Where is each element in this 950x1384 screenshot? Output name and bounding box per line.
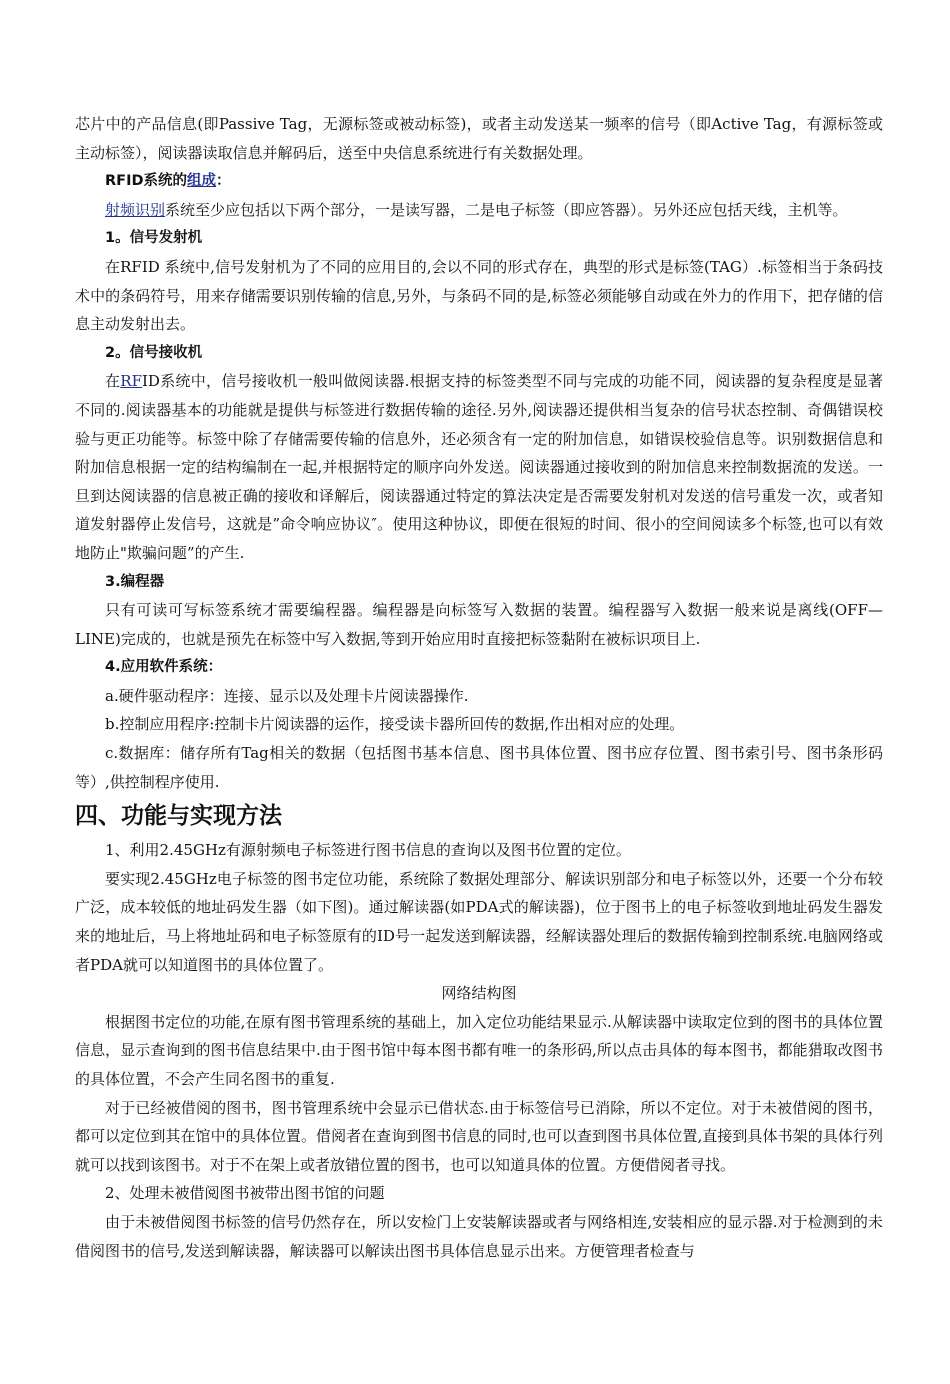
software-heading: 4.应用软件系统：	[105, 659, 223, 676]
software-item-c: c.数据库：储存所有Tag相关的数据（包括图书基本信息、图书具体位置、图书应存位置、图书索引号、图书条形码等）,供控制程序使用.	[75, 744, 883, 791]
programmer-heading: 3.编程器	[105, 573, 165, 590]
software-item-b: b.控制应用程序:控制卡片阅读器的运作，接受读卡器所回传的数据,作出相对应的处理。	[105, 715, 685, 734]
section-heading-functions: 四、功能与实现方法	[75, 803, 282, 830]
composition-heading-prefix: RFID系统的	[105, 173, 188, 190]
software-item-a: a.硬件驱动程序：连接、显示以及处理卡片阅读器操作.	[105, 686, 469, 705]
transmitter-heading: 1。信号发射机	[105, 230, 203, 247]
composition-link[interactable]: 组成	[187, 173, 217, 190]
function-1-paragraph-3: 对于已经被借阅的图书，图书管理系统中会显示已借状态.由于标签信号已消除，所以不定位。对于未被借阅的图书，都可以定位到其在馆中的具体位置。借阅者在查询到图书信息的同时,也可以查到图书具体位置,直接到具体书架的具体行列就可以找到该图书。对于不在架上或者放错位置的图书，也可以知道具体的位置。方便借阅者寻找。	[75, 1098, 883, 1174]
document-page	[75, 110, 883, 1265]
rfid-paragraph	[75, 196, 883, 225]
transmitter-paragraph: 在RFID 系统中,信号发射机为了不同的应用目的,会以不同的形式存在，典型的形式是标签(TAG）.标签相当于条码技术中的条码符号，用来存储需要识别传输的信息,另外，与条码不同的是,标签必须能够自动或在外力的作用下，把存储的信息主动发射出去。	[75, 257, 883, 334]
receiver-paragraph-pre: 在	[105, 372, 121, 391]
function-1-paragraph: 要实现2.45GHz电子标签的图书定位功能，系统除了数据处理部分、解读识别部分和电子标签以外，还要一个分布较广泛，成本较低的地址码发生器（如下图)。通过解读器(如PDA式的解读器)，位于图书上的电子标签收到地址码发生器发来的地址后，马上将地址码和电子标签原有的ID号一起发送到解读器，经解读器处理后的数据传输到控制系统.电脑网络或者PDA就可以知道图书的具体位置了。	[75, 869, 883, 974]
intro-paragraph: 芯片中的产品信息(即Passive Tag，无源标签或被动标签)，或者主动发送某一频率的信号（即Active Tag，有源标签或主动标签），阅读器读取信息并解码后，送至中央信息系统进行有关数据处理。	[75, 115, 883, 162]
function-1-title: 1、利用2.45GHz有源射频电子标签进行图书信息的查询以及图书位置的定位。	[105, 841, 631, 860]
function-2-title: 2、处理未被借阅图书被带出图书馆的问题	[105, 1184, 385, 1203]
receiver-paragraph	[75, 367, 883, 567]
composition-heading-suffix: ：	[216, 173, 231, 190]
rf-identification-link[interactable]: 射频识别	[105, 200, 166, 219]
composition-heading	[75, 167, 883, 196]
receiver-heading: 2。信号接收机	[105, 344, 203, 361]
function-2-paragraph: 由于未被借阅图书标签的信号仍然存在，所以安检门上安装解读器或者与网络相连,安装相应的显示器.对于检测到的未借阅图书的信号,发送到解读器，解读器可以解读出图书具体信息显示出来。方便管理者检查与	[75, 1212, 883, 1260]
rfid-paragraph-text: 系统至少应包括以下两个部分，一是读写器，二是电子标签（即应答器）。另外还应包括天线，主机等。	[165, 200, 848, 219]
programmer-paragraph: 只有可读可写标签系统才需要编程器。编程器是向标签写入数据的装置。编程器写入数据一般来说是离线(OFF—LINE)完成的，也就是预先在标签中写入数据,等到开始应用时直接把标签黏附在被标识项目上.	[75, 601, 883, 648]
receiver-paragraph-text: ID系统中，信号接收机一般叫做阅读器.根据支持的标签类型不同与完成的功能不同，阅读器的复杂程度是显著不同的.阅读器基本的功能就是提供与标签进行数据传输的途径.另外,阅读器还提供相当复杂的信号状态控制、奇偶错误校验与更正功能等。标签中除了存储需要传输的信息外，还必须含有一定的附加信息，如错误校验信息等。识别数据信息和附加信息根据一定的结构编制在一起,并根据特定的顺序向外发送。阅读器通过接收到的附加信息来控制数据流的发送。一旦到达阅读器的信息被正确的接收和译解后，阅读器通过特定的算法决定是否需要发射机对发送的信号重发一次，或者知道发射器停止发信号，这就是”命令响应协议″。使用这种协议，即便在很短的时间、很小的空间阅读多个标签,也可以有效地防止"欺骗问题”的产生.	[75, 372, 883, 562]
figure-caption: 网络结构图	[441, 984, 517, 1003]
rf-link[interactable]: RF	[120, 372, 142, 391]
function-1-paragraph-2: 根据图书定位的功能,在原有图书管理系统的基础上，加入定位功能结果显示.从解读器中读取定位到的图书的具体位置信息，显示查询到的图书信息结果中.由于图书馆中每本图书都有唯一的条形码,所以点击具体的每本图书，都能猎取改图书的具体位置，不会产生同名图书的重复.	[75, 1012, 883, 1088]
